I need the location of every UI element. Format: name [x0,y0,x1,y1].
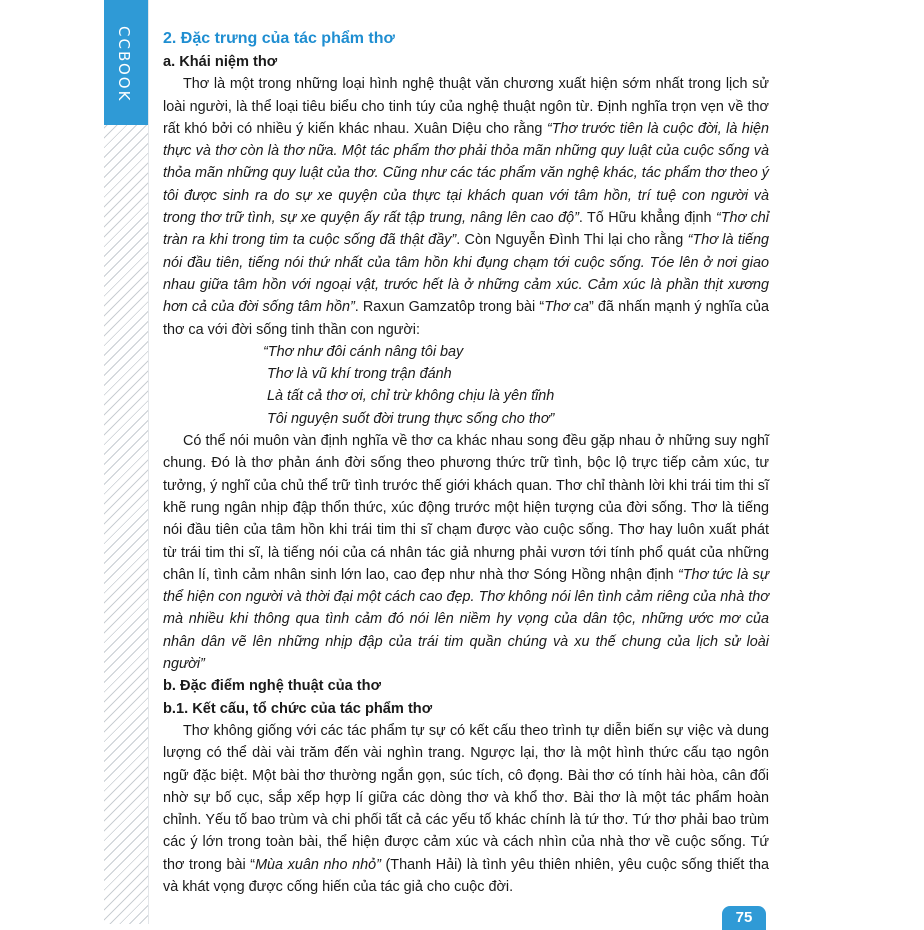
text-run: ” đã nhấn mạnh ý nghĩa của thơ ca với đời sống tinh thần con người: [163,299,769,338]
paragraph-definition [163,73,769,341]
text-run: Thơ không giống với các tác phẩm tự sự có kết cấu theo trình tự diễn biến sự việc và dung lượng có thể dài vài trăm đến vài nghìn trang. Ngược lại, thơ là một hình thức cấu tạo ngôn ngữ đặc biệt. Một bài thơ thường ngắn gọn, súc tích, cô đọng. Bài thơ có tính hài hòa, cân đối nhờ sự bố cục, sắp xếp hợp lí giữa các dòng thơ và khổ thơ. Bài thơ là một tác phẩm hoàn chỉnh. Yếu tố bao trùm và chi phối tất cả các yếu tố khác chính là tứ thơ. Tứ thơ phải bao trùm các ý lớn trong toàn bài, thể hiện được cảm xúc và cách nhìn của nhà thơ về cuộc sống. Tứ thơ trong bài “ [163,722,769,873]
paragraph-common-view [163,430,769,675]
subheading-a: a. Khái niệm thơ [163,54,278,70]
quote-song-hong: “Thơ tức là sự thể hiện con người và thời đại một cách cao đẹp. Thơ không nói lên tình cảm riêng của nhà thơ mà nhiều khi thông qua tình cảm đó nói lên niềm hy vọng của dân tộc, những ước mơ của nhân dân vẽ lên những nhịp đập của trái tim quần chúng và xu thế chung của lịch sử loài người” [163,566,769,673]
text-run: . Còn Nguyễn Đình Thi lại cho rằng [456,232,688,249]
poem-line: Là tất cả thơ ơi, chỉ trừ không chịu là yên tĩnh [267,388,555,405]
subheading-b1: b.1. Kết cấu, tổ chức của tác phẩm thơ [163,700,433,717]
text-run: (Thanh Hải) là tình yêu thiên nhiên, yêu cuộc sống thiết tha và khát vọng được cống hiến của tác giả cho cuộc đời. [163,856,769,895]
paragraph-structure [163,720,769,898]
page-content [163,27,769,898]
text-run: Thơ là một trong những loại hình nghệ thuật văn chương xuất hiện sớm nhất trong lịch sử loài người, là thể loại tiêu biểu cho tinh túy của nghệ thuật ngôn từ. Định nghĩa trọn vẹn về thơ rất khó bởi có nhiều ý kiến khác nhau. Xuân Diệu cho rằng [163,76,769,137]
poem-line: Tôi nguyện suốt đời trung thực sống cho thơ” [267,410,555,427]
text-run: . Tố Hữu khẳng định [578,210,716,227]
text-run: . Raxun Gamzatôp trong bài “ [354,299,545,316]
page-number: 75 [722,906,766,930]
poem-line: Thơ là vũ khí trong trận đánh [267,366,452,383]
text-run: Có thể nói muôn vàn định nghĩa về thơ ca khác nhau song đều gặp nhau ở những suy nghĩ chung. Đó là thơ phản ánh đời sống theo phương thức trữ tình, bộc lộ trực tiếp cảm xúc, tư tưởng, ý nghĩ của chủ thể trữ tình trước thế giới khách quan. Thơ chỉ thành lời khi trái tim thi sĩ khẽ rung ngân nhịp đập thổn thức, xúc động trước một hiện tượng của đời sống. Thơ là tiếng nói đầu tiên của tâm hồn khi trái tim thi sĩ chạm được vào cuộc sống. Thơ hay luôn xuất phát từ trái tim thi sĩ, là tiếng nói của cá nhân tác giả nhưng phải vươn tới tính phổ quát của những chân lí, tình cảm nhân sinh lớn lao, cao đẹp như nhà thơ Sóng Hồng nhận định [163,433,769,583]
poem-title: Mùa xuân nho nhỏ” [255,856,381,873]
poem-line: “Thơ như đôi cánh nâng tôi bay [263,343,464,360]
brand-label: CCBOOK [115,26,133,103]
quote-to-huu: “Thơ chỉ tràn ra khi trong tim ta cuộc sống đã thật đầy” [163,210,769,249]
poem-block [263,341,769,430]
section-title: 2. Đặc trưng của tác phẩm thơ [163,30,395,47]
page-spine [104,0,149,924]
subheading-b: b. Đặc điểm nghệ thuật của thơ [163,678,381,695]
brand-band [104,0,148,125]
poem-title: Thơ ca [544,299,590,316]
quote-xuan-dieu: “Thơ trước tiên là cuộc đời, là hiện thực và thơ còn là thơ nữa. Một tác phẩm thơ phải thỏa mãn những quy luật của cuộc sống và thỏa mãn những quy luật của thơ. Cũng như các tác phẩm văn nghệ khác, tác phẩm thơ theo ý tôi được sinh ra do sự xe quyện của thực tại khách quan với tâm hồn, trí tuệ con người và trong thơ trữ tình, sự xe quyện ấy rất tập trung, nâng lên cao độ” [163,120,769,227]
quote-nguyen-dinh-thi: “Thơ là tiếng nói đầu tiên, tiếng nói thứ nhất của tâm hồn khi đụng chạm tới cuộc sống. Tóe lên ở nơi giao nhau giữa tâm hồn với ngoại vật, trước hết là ở những cảm xúc. Cảm xúc là phần thịt xương hơn cả của đời sống tâm hồn” [163,232,770,316]
